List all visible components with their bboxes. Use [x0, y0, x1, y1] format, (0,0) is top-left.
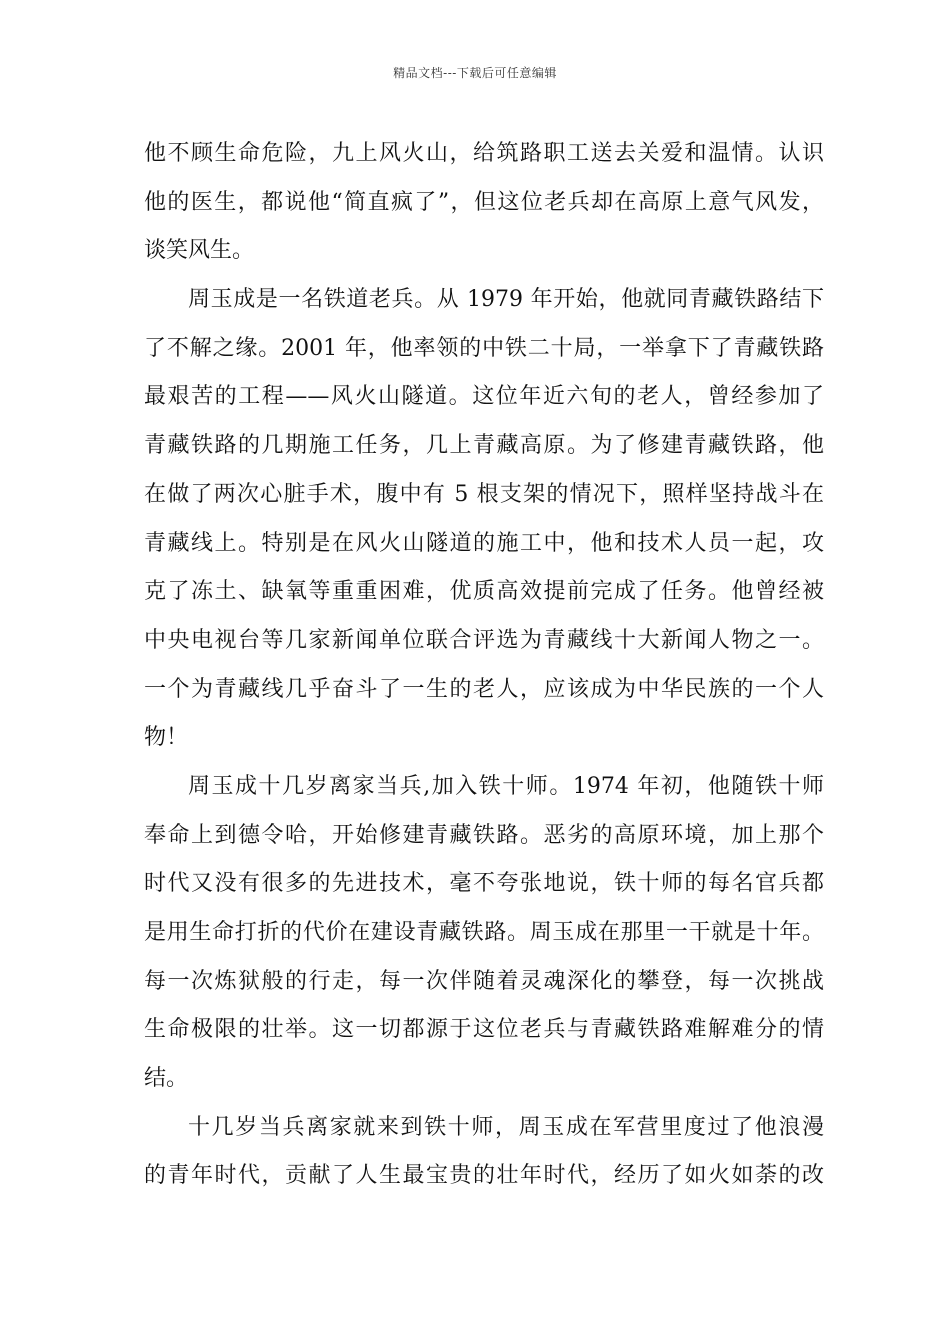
text-line: 在做了两次心脏手术，腹中有 5 根支架的情况下，照样坚持战斗在 — [144, 481, 824, 507]
text-line: 每一次炼狱般的行走，每一次伴随着灵魂深化的攀登，每一次挑战 — [144, 968, 824, 994]
text-line: 生命极限的壮举。这一切都源于这位老兵与青藏铁路难解难分的情 — [144, 1017, 824, 1043]
paragraph-2 — [144, 276, 824, 763]
text-line: 物！ — [144, 725, 189, 751]
text-line: 一个为青藏线几乎奋斗了一生的老人，应该成为中华民族的一个人 — [144, 676, 824, 702]
text-line: 青藏线上。特别是在风火山隧道的施工中，他和技术人员一起，攻 — [144, 530, 824, 556]
text-line: 谈笑风生。 — [144, 238, 255, 264]
text-line: 中央电视台等几家新闻单位联合评选为青藏线十大新闻人物之一。 — [144, 627, 824, 653]
text-line: 是用生命打折的代价在建设青藏铁路。周玉成在那里一干就是十年。 — [144, 920, 824, 945]
text-line: 十几岁当兵离家就来到铁十师，周玉成在军营里度过了他浪漫 — [188, 1114, 824, 1140]
paragraph-4 — [144, 1104, 824, 1201]
text-line: 奉命上到德令哈，开始修建青藏铁路。恶劣的高原环境，加上那个 — [144, 822, 824, 848]
page-header: 精品文档---下载后可任意编辑 — [393, 66, 557, 80]
body-text — [144, 130, 824, 1201]
text-line: 了不解之缘。2001 年，他率领的中铁二十局，一举拿下了青藏铁路 — [144, 335, 824, 361]
paragraph-1 — [144, 130, 824, 276]
text-line: 他的医生，都说他“简直疯了”，但这位老兵却在高原上意气风发， — [144, 189, 824, 215]
text-line: 周玉成十几岁离家当兵,加入铁十师。1974 年初，他随铁十师 — [188, 773, 824, 799]
text-line: 结。 — [144, 1066, 189, 1092]
text-line: 克了冻土、缺氧等重重困难，优质高效提前完成了任务。他曾经被 — [144, 579, 824, 605]
text-line: 时代又没有很多的先进技术，毫不夸张地说，铁十师的每名官兵都 — [144, 871, 824, 897]
text-line: 他不顾生命危险，九上风火山，给筑路职工送去关爱和温情。认识 — [144, 141, 824, 166]
paragraph-3 — [144, 763, 824, 1104]
text-line: 青藏铁路的几期施工任务，几上青藏高原。为了修建青藏铁路，他 — [144, 433, 824, 459]
text-line: 的青年时代，贡献了人生最宝贵的壮年时代，经历了如火如荼的改 — [144, 1163, 824, 1189]
text-line: 最艰苦的工程——风火山隧道。这位年近六旬的老人，曾经参加了 — [144, 384, 824, 410]
text-line: 周玉成是一名铁道老兵。从 1979 年开始，他就同青藏铁路结下 — [188, 287, 824, 313]
